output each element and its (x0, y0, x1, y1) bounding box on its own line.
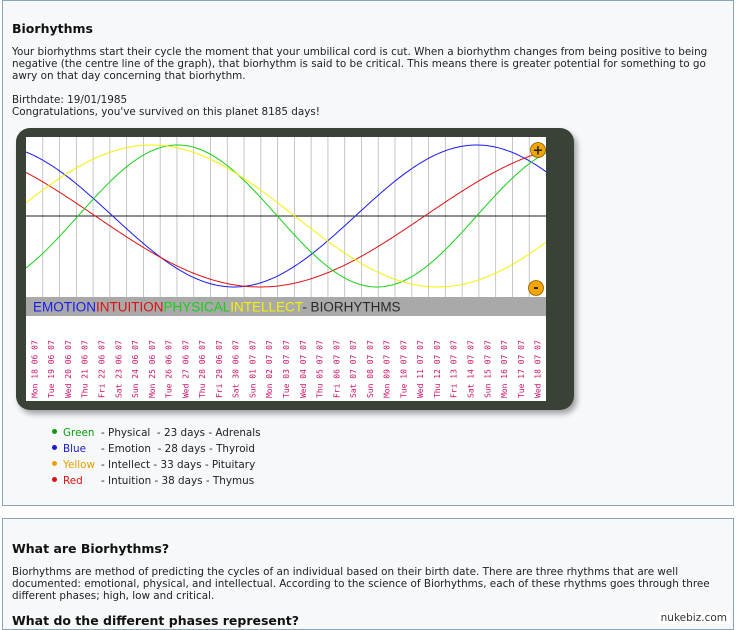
date-label: Fri 06 07 07 (332, 340, 342, 398)
date-label: Wed 20 06 07 (63, 340, 73, 398)
date-label: Thu 21 06 07 (80, 340, 90, 398)
date-label: Wed 18 07 07 (533, 340, 543, 398)
phases-subtitle: What do the different phases represent? (12, 613, 300, 628)
legend-description: - Intellect - 33 days - Pituitary (101, 459, 256, 471)
legend-color-name: Green (63, 427, 95, 439)
date-label: Mon 25 06 07 (147, 340, 157, 398)
date-label: Mon 16 07 07 (500, 340, 510, 398)
date-label: Tue 10 07 07 (399, 340, 409, 398)
legend-band-intuition: INTUITION (96, 299, 164, 315)
date-label: Sun 08 07 07 (365, 340, 375, 398)
about-paragraph: Biorhythms are method of predicting the cycles of an individual based on their birth date. There are three rhythms that are well documented: emotional, physical, and intellectual. According to the science of Biorhythms, each of these rhythms goes through three different phases; high, low and critical. (12, 566, 710, 602)
zoom-out-label: - (533, 281, 539, 296)
legend-band-text (33, 300, 401, 315)
legend-row (52, 441, 261, 457)
date-label: Fri 13 07 07 (449, 340, 459, 398)
footer-site[interactable]: nukebiz.com (658, 612, 730, 624)
zoom-in-button[interactable] (531, 143, 546, 159)
legend-row (52, 457, 261, 473)
biorhythm-chart (26, 137, 546, 401)
date-label: Mon 09 07 07 (382, 340, 392, 398)
birthdate-text: Birthdate: 19/01/1985 (12, 94, 128, 106)
legend-color-name: Red (63, 475, 83, 487)
date-label: Sun 01 07 07 (248, 340, 258, 398)
date-label: Thu 05 07 07 (315, 340, 325, 398)
legend-band-intellect: INTELLECT (230, 299, 303, 315)
page-title: Biorhythms (12, 21, 93, 36)
color-dot-icon (52, 461, 57, 466)
date-label: Tue 03 07 07 (282, 340, 291, 398)
color-dot-icon (52, 445, 57, 450)
legend-row (52, 473, 261, 489)
plot-area (26, 137, 546, 297)
legend-band-suffix: - BIORHYTHMS (302, 299, 401, 315)
zoom-out-button[interactable] (529, 281, 544, 297)
color-dot-icon (52, 429, 57, 434)
legend-row (52, 425, 261, 441)
date-label: Sat 23 06 07 (114, 340, 124, 398)
about-panel (2, 518, 734, 630)
date-label: Wed 27 06 07 (181, 340, 191, 398)
color-dot-icon (52, 477, 57, 482)
date-label: Tue 17 07 07 (516, 340, 526, 398)
date-label: Mon 18 06 07 (30, 340, 40, 398)
date-label: Sun 15 07 07 (483, 340, 493, 398)
zoom-in-label: + (532, 143, 544, 159)
legend-band-emotion: EMOTION (33, 299, 96, 315)
about-title: What are Biorhythms? (12, 541, 170, 556)
date-label: Sat 07 07 07 (349, 340, 359, 398)
legend-description: - Emotion - 28 days - Thyroid (101, 443, 256, 455)
date-label: Thu 28 06 07 (198, 340, 208, 398)
date-label: Fri 29 06 07 (214, 340, 224, 398)
date-label: Sat 30 06 07 (231, 340, 241, 398)
legend-color-name: Blue (63, 443, 86, 455)
date-label: Tue 19 06 07 (47, 340, 57, 398)
date-label: Tue 26 06 07 (164, 340, 174, 398)
date-label: Mon 02 07 07 (265, 340, 275, 398)
legend-description: - Physical - 23 days - Adrenals (101, 427, 261, 439)
biorhythm-legend (52, 425, 261, 489)
legend-description: - Intuition - 38 days - Thymus (101, 475, 255, 487)
date-label: Fri 22 06 07 (97, 340, 107, 398)
survived-text: Congratulations, you've survived on this planet 8185 days! (12, 106, 320, 118)
date-label: Sun 24 06 07 (131, 340, 141, 398)
date-label: Wed 11 07 07 (416, 340, 426, 398)
intro-paragraph: Your biorhythms start their cycle the moment that your umbilical cord is cut. When a biorhythm changes from being positive to being negative (the centre line of the graph), that biorhythm is said to be critical. This means there is greater potential for something to go awry on that day concerning that biorhythm. (12, 46, 708, 82)
date-label: Wed 04 07 07 (298, 340, 308, 398)
legend-color-name: Yellow (63, 459, 95, 471)
date-label: Thu 12 07 07 (432, 340, 442, 398)
legend-band-physical: PHYSICAL (163, 299, 231, 315)
date-label: Sat 14 07 07 (466, 340, 476, 398)
